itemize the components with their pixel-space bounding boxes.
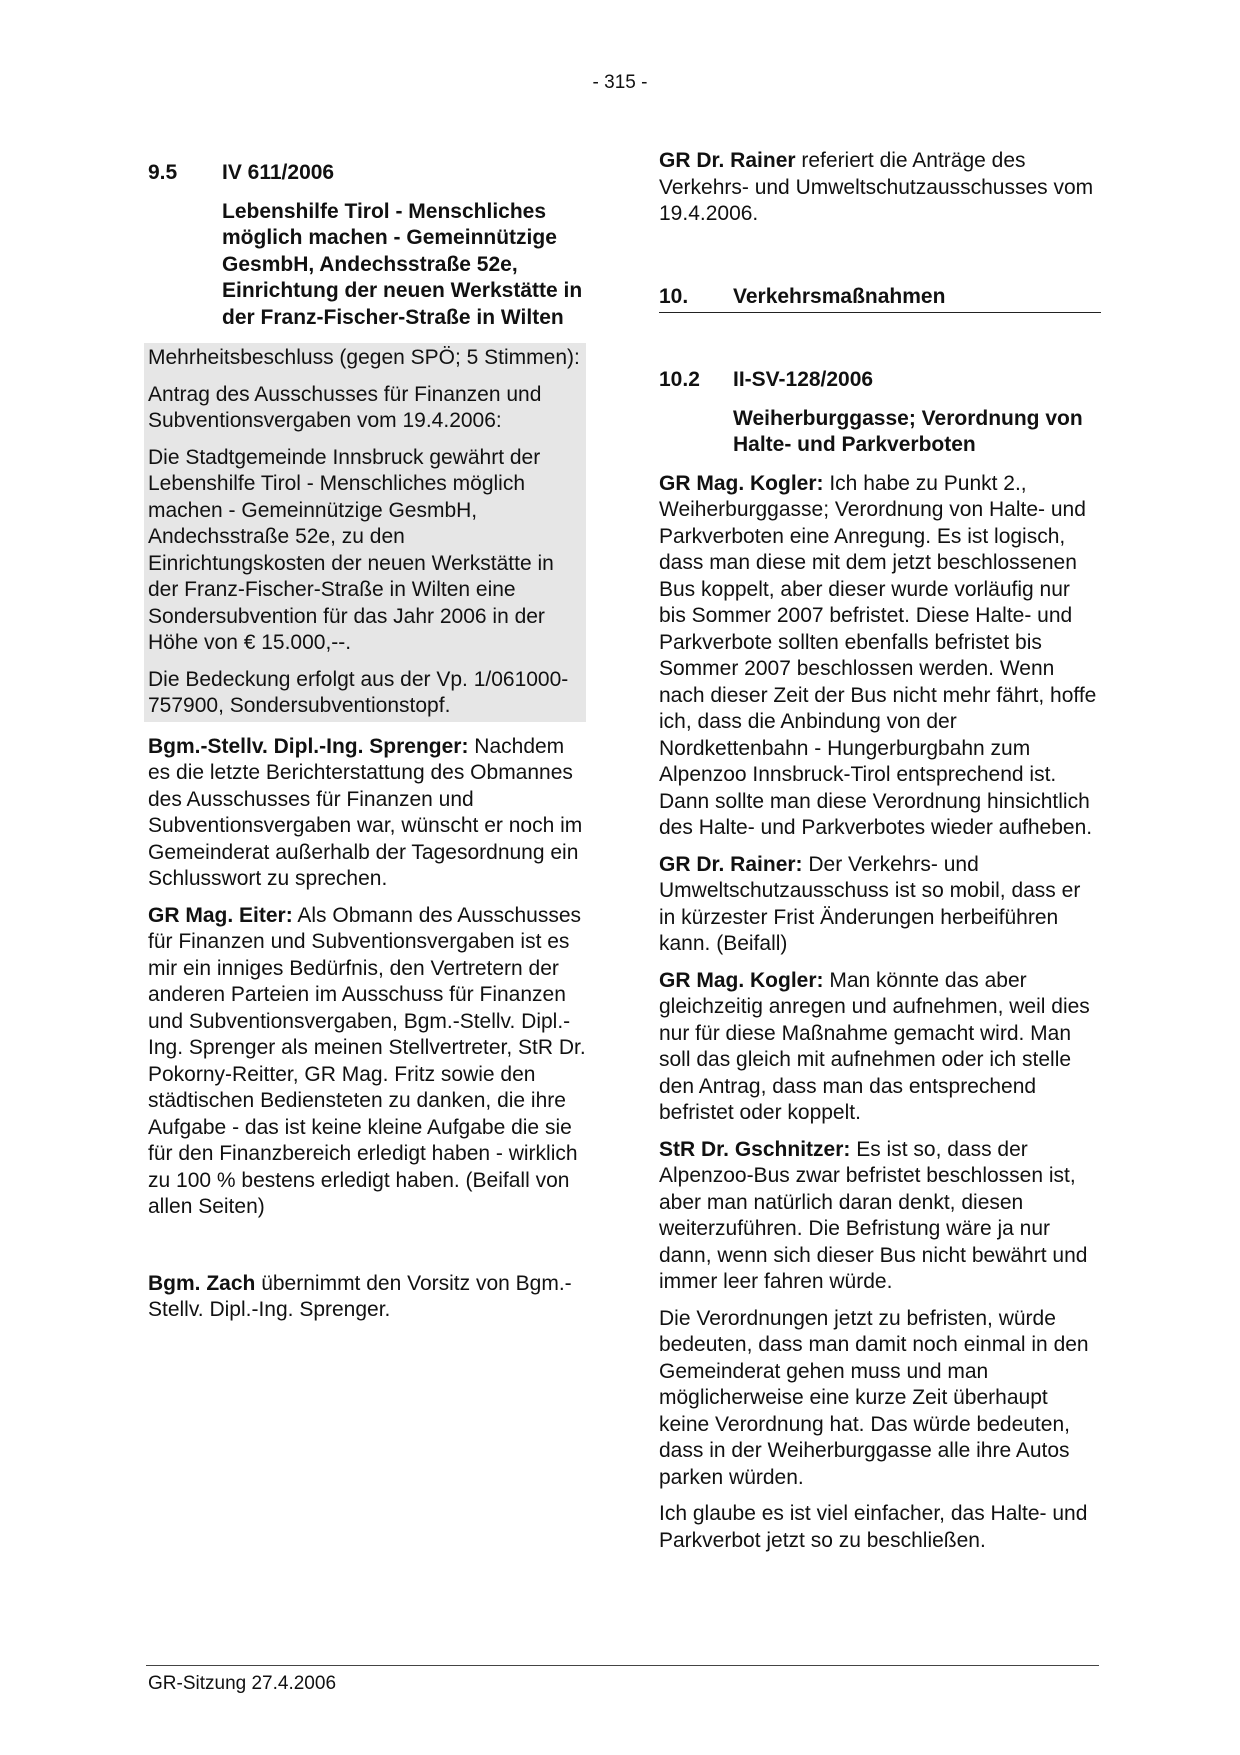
speaker: GR Dr. Rainer	[659, 149, 796, 172]
chair-change-note	[148, 1271, 586, 1324]
statement	[148, 734, 586, 893]
agenda-item-title: Weiherburggasse; Verordnung von Halte- und Parkverboten	[733, 406, 1083, 456]
speaker: GR Mag. Eiter:	[148, 903, 293, 927]
agenda-item-title: Lebenshilfe Tirol - Menschliches möglich machen - Gemeinnützige GesmbH, Andechsstraße 52e, Einrichtung der neuen Werkstätte in der Franz-Fischer-Straße in Wilten	[222, 199, 583, 329]
statement-text: Man könnte das aber gleichzeitig anregen und aufnehmen, weil dies nur für diese Maßnahme gemacht wird. Man soll das gleich mit aufnehmen oder ich stelle den Antrag, dass man das entsprechend befristet oder koppelt.	[659, 968, 1090, 1124]
resolution-box	[144, 343, 586, 722]
section-number: 10.	[659, 284, 689, 308]
resolution-vote: Mehrheitsbeschluss (gegen SPÖ; 5 Stimmen):	[148, 346, 580, 369]
statement-text: Der Verkehrs- und Umweltschutzausschuss ist so mobil, dass er in kürzester Frist Änderungen herbeiführen kann. (Beifall)	[659, 852, 1081, 955]
agenda-item-number: 9.5	[148, 161, 178, 184]
speaker: Bgm.-Stellv. Dipl.-Ing. Sprenger:	[148, 734, 469, 758]
statement	[659, 471, 1099, 842]
left-column	[148, 160, 586, 1334]
statement-text: Ich glaube es ist viel einfacher, das Halte- und Parkverbot jetzt so zu beschließen.	[659, 1502, 1088, 1552]
section-title: Verkehrsmaßnahmen	[733, 284, 946, 308]
statement	[659, 1306, 1099, 1492]
statement-text: übernimmt den Vorsitz von Bgm.-Stellv. Dipl.-Ing. Sprenger.	[148, 1271, 572, 1321]
footer-divider	[146, 1665, 1099, 1666]
speaker: GR Mag. Kogler:	[659, 968, 824, 992]
resolution-coverage: Die Bedeckung erfolgt aus der Vp. 1/061000-757900, Sondersubventionstopf.	[148, 667, 569, 717]
statement-text: Nachdem es die letzte Berichterstattung des Obmannes des Ausschusses für Finanzen und Subventionsvergaben war, wünscht er noch im Gemeinderat außerhalb der Tagesordnung ein Schlusswort zu sprechen.	[148, 734, 583, 890]
agenda-item-ref: II-SV-128/2006	[733, 368, 874, 391]
agenda-item-header	[659, 367, 1099, 394]
speaker: StR Dr. Gschnitzer:	[659, 1137, 851, 1161]
agenda-item-number: 10.2	[659, 368, 700, 391]
agenda-item-header	[148, 160, 586, 187]
speaker: GR Mag. Kogler:	[659, 471, 824, 495]
statement-text: Es ist so, dass der Alpenzoo-Bus zwar befristet beschlossen ist, aber man natürlich daran denkt, diesen weiterzuführen. Die Befristung wäre ja nur dann, wenn sich dieser Bus nicht bewährt und immer leer fahren würde.	[659, 1137, 1088, 1293]
resolution-text: Die Stadtgemeinde Innsbruck gewährt der Lebenshilfe Tirol - Menschliches möglich machen - Gemeinnützige GesmbH, Andechsstraße 52e, zu den Einrichtungskosten der neuen Werkstätte in der Franz-Fischer-Straße in Wilten eine Sondersubvention für das Jahr 2006 in der Höhe von € 15.000,--.	[148, 445, 554, 654]
statement	[659, 968, 1099, 1127]
statement	[659, 852, 1099, 958]
agenda-item-ref: IV 611/2006	[222, 161, 335, 184]
statement-text: Als Obmann des Ausschusses für Finanzen und Subventionsvergaben ist es mir ein inniges Bedürfnis, den Vertretern der anderen Parteien im Ausschuss für Finanzen und Subventionsvergaben, Bgm.-Stellv. Dipl.-Ing. Sprenger als meinen Stellvertreter, StR Dr. Pokorny-Reitter, GR Mag. Fritz sowie den städtischen Bediensteten zu danken, die ihre Aufgabe - das ist keine kleine Aufgabe die sie für den Finanzbereich erledigt haben - wirklich zu 100 % bestens erledigt haben. (Beifall von allen Seiten)	[148, 903, 586, 1218]
speaker: Bgm. Zach	[148, 1271, 256, 1295]
statement-text: referiert die Anträge des Verkehrs- und Umweltschutzausschusses vom 19.4.2006.	[659, 149, 1094, 225]
section-heading	[659, 284, 1101, 314]
statement-text: Die Verordnungen jetzt zu befristen, würde bedeuten, dass man damit noch einmal in den Gemeinderat gehen muss und man möglicherweise eine kurze Zeit überhaupt keine Verordnung hat. Das würde bedeuten, dass in der Weiherburggasse alle ihre Autos parken würden.	[659, 1306, 1089, 1489]
right-column	[659, 148, 1099, 1564]
statement	[659, 1501, 1099, 1554]
speaker: GR Dr. Rainer:	[659, 852, 803, 876]
footer-text: GR-Sitzung 27.4.2006	[148, 1673, 337, 1694]
statement-text: Ich habe zu Punkt 2., Weiherburggasse; Verordnung von Halte- und Parkverboten eine Anregung. Es ist logisch, dass man diese mit dem jetzt beschlossenen Bus koppelt, aber dieser wurde vorläufig nur bis Sommer 2007 befristet. Diese Halte- und Parkverbote sollten ebenfalls befristet bis Sommer 2007 beschlossen werden. Wenn nach dieser Zeit der Bus nicht mehr fährt, hoffe ich, dass die Anbindung von der Nordkettenbahn - Hungerburgbahn zum Alpenzoo Innsbruck-Tirol entsprechend ist. Dann sollte man diese Verordnung hinsichtlich des Halte- und Parkverbotes wieder aufheben.	[659, 471, 1097, 839]
intro-statement	[659, 148, 1099, 228]
statement	[659, 1137, 1099, 1296]
resolution-motion: Antrag des Ausschusses für Finanzen und Subventionsvergaben vom 19.4.2006:	[148, 382, 542, 432]
page-number: - 315 -	[592, 72, 648, 93]
statement	[148, 903, 586, 1221]
